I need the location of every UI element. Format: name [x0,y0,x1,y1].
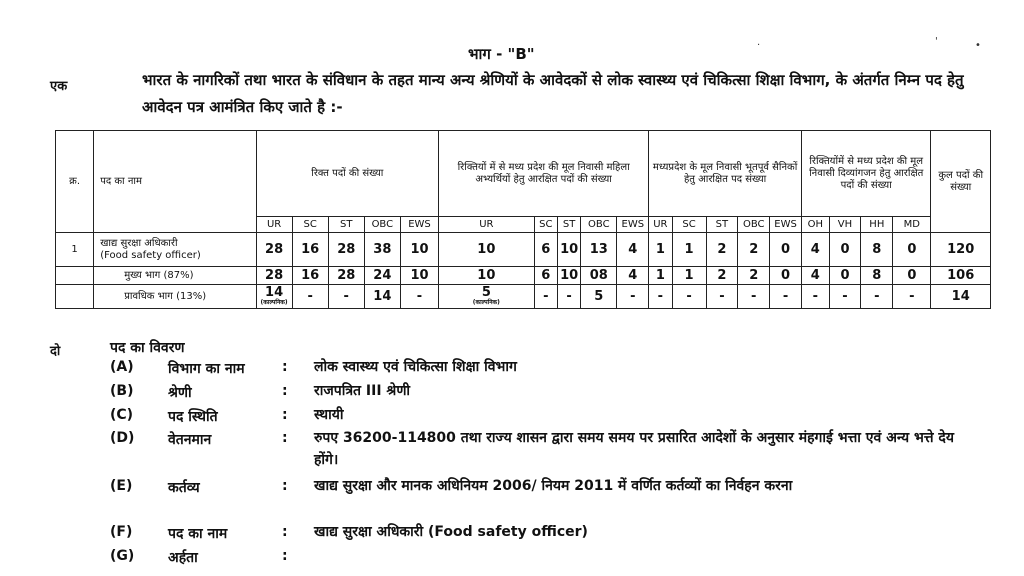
subheader-cell: EWS [617,217,649,233]
cell-value: - [782,288,789,304]
subheader-cell: UR [439,217,535,233]
cell-value: 28 [337,241,356,257]
part-title: भाग - "B" [468,45,535,63]
cell-value: 2 [749,241,759,257]
cell-value: 08 [589,267,608,283]
cell-value: 28 [337,267,356,283]
serial-cell [56,285,94,309]
cell-value: - [874,288,880,304]
cell-value: 14 [265,285,284,300]
cell-value: 5 [594,288,604,304]
detail-colon: : [282,524,288,540]
cell-value: 28 [265,241,284,257]
detail-letter: (D) [110,430,135,446]
cell-value: 4 [628,267,638,283]
cell-value: 0 [907,241,917,257]
subheader-cell: OBC [364,217,400,233]
detail-colon: : [282,359,288,375]
cell-value: 4 [810,267,820,283]
cell-value: - [566,288,572,304]
detail-value: लोक स्वास्थ्य एवं चिकित्सा शिक्षा विभाग [314,359,517,375]
total-cell: 120 [931,233,991,267]
subheader-cell: ST [706,217,738,233]
total-cell: 106 [931,267,991,285]
cell-value: - [416,288,423,304]
detail-letter: (A) [110,359,134,375]
detail-value: खाद्य सुरक्षा अधिकारी (Food safety officer) [314,524,588,540]
serial-cell [56,267,94,285]
subheader-cell: EWS [770,217,802,233]
detail-label: पद स्थिति [168,409,218,425]
cell-value: - [719,288,725,304]
detail-letter: (F) [110,524,133,540]
detail-label: श्रेणी [168,385,192,401]
detail-colon: : [282,548,288,564]
cell-value: - [307,288,313,304]
detail-value: राजपत्रित III श्रेणी [314,383,411,399]
header-divyang: रिक्तियोंमें से मध्य प्रदेश की मूल निवासी दिव्यांगजन हेतु आरक्षित पदों की संख्या [802,131,931,217]
cell-value: 0 [781,241,791,257]
header-vacancies: रिक्त पदों की संख्या [256,131,439,217]
cell-value: 24 [373,267,392,283]
subheader-cell: EWS [400,217,438,233]
cell-value: 6 [541,267,551,283]
intro-paragraph: भारत के नागरिकों तथा भारत के संविधान के तहत मान्य अन्य श्रेणियों के आवेदकों से लोक स्वास्थ्य एवं चिकित्सा शिक्षा विभाग, के अंतर्गत निम्न पद हेतु आवेदन पत्र आमंत्रित किए जाते है :- [142,71,964,116]
header-post-name: पद का नाम [94,131,256,233]
cell-value: - [751,288,757,304]
header-women-reserved: रिक्तियों में से मध्य प्रदेश की मूल निवासी महिला अभ्यर्थियों हेतु आरक्षित पदों की संख्या [439,131,649,217]
cell-value: 1 [655,267,665,283]
cell-value: 1 [684,267,694,283]
cell-value: 2 [749,267,759,283]
section-two-title: पद का विवरण [110,340,185,356]
scan-mark: · [757,40,761,51]
cell-value: - [812,288,818,304]
cell-value: 4 [810,241,820,257]
cell-value: 5 [481,285,491,300]
detail-letter: (C) [110,407,134,423]
cell-note: (काल्पनिक) [472,299,500,306]
total-cell: 14 [931,285,991,309]
cell-value: 14 [373,288,392,304]
subheader-cell: ST [557,217,580,233]
cell-value: 10 [477,241,496,257]
cell-value: 16 [301,241,320,257]
header-serial: क्र. [56,131,94,233]
cell-value: 0 [840,267,850,283]
subheader-cell: ST [328,217,364,233]
cell-value: 10 [560,241,579,257]
detail-value: स्थायी [314,407,344,423]
header-total: कुल पदों की संख्या [931,131,991,233]
section-two-number: दो [50,344,61,359]
subheader-cell: OBC [738,217,770,233]
header-ex-servicemen: मध्यप्रदेश के मूल निवासी भूतपूर्व सैनिकों हेतु आरक्षित पद संख्या [649,131,802,217]
cell-value: - [686,288,692,304]
detail-letter: (E) [110,478,133,494]
subheader-cell: MD [893,217,931,233]
cell-note: (काल्पनिक) [260,299,288,306]
cell-value: - [543,288,549,304]
post-name: प्रावधिक भाग (13%) [124,290,207,302]
detail-colon: : [282,383,288,399]
cell-value: 8 [872,241,882,257]
cell-value: 2 [717,267,727,283]
detail-label: कर्तव्य [168,480,200,496]
subheader-cell: HH [861,217,893,233]
cell-value: - [630,288,636,304]
cell-value: 13 [589,241,608,257]
cell-value: - [343,288,349,304]
subheader-cell: SC [534,217,557,233]
detail-label: वेतनमान [168,432,212,448]
cell-value: 0 [907,267,917,283]
cell-value: 1 [655,241,665,257]
cell-value: - [909,288,915,304]
cell-value: 6 [541,241,551,257]
cell-value: 10 [477,267,496,283]
detail-value: खाद्य सुरक्षा और मानक अधिनियम 2006/ नियम 2011 में वर्णित कर्तव्यों का निर्वहन करना [314,478,793,494]
detail-label: अर्हता [168,550,198,566]
post-name: मुख्य भाग (87%) [124,269,194,281]
subheader-cell: OBC [581,217,617,233]
subheader-cell: SC [292,217,328,233]
detail-colon: : [282,430,288,446]
detail-label: विभाग का नाम [168,361,245,377]
detail-colon: : [282,478,288,494]
detail-letter: (G) [110,548,135,564]
subheader-cell: SC [672,217,706,233]
detail-label: पद का नाम [168,526,228,542]
subheader-cell: UR [256,217,292,233]
cell-value: 4 [628,241,638,257]
cell-value: - [842,288,848,304]
detail-colon: : [282,407,288,423]
subheader-cell: VH [829,217,861,233]
section-one-number: एक [50,79,68,94]
cell-value: 2 [717,241,727,257]
cell-value: 0 [781,267,791,283]
post-name-english: (Food safety officer) [100,249,201,261]
cell-value: 1 [684,241,694,257]
post-name: खाद्य सुरक्षा अधिकारी [100,237,178,249]
scan-mark: • [975,40,981,51]
serial-cell: 1 [56,233,94,267]
cell-value: 10 [410,241,429,257]
subheader-cell: OH [802,217,830,233]
details-list [110,0,1010,576]
cell-value: 28 [265,267,284,283]
detail-value: रुपए 36200-114800 तथा राज्य शासन द्वारा समय समय पर प्रसारित आदेशों के अनुसार मंहगाई भत्ता एवं अन्य भत्ते देय होंगे। [314,430,954,468]
cell-value: 0 [840,241,850,257]
cell-value: 16 [301,267,320,283]
scan-mark: ' [935,36,938,47]
cell-value: - [657,288,664,304]
detail-letter: (B) [110,383,134,399]
cell-value: 10 [410,267,429,283]
cell-value: 8 [872,267,882,283]
cell-value: 10 [560,267,579,283]
cell-value: 38 [373,241,392,257]
subheader-cell: UR [649,217,672,233]
